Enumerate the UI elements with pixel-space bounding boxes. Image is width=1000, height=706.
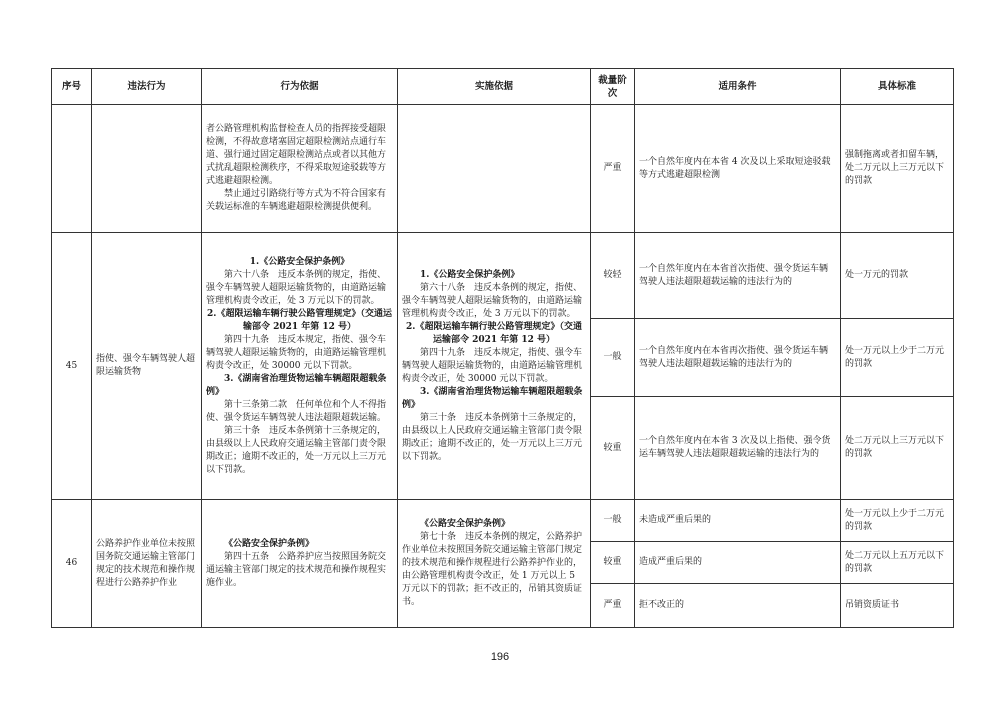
cell-std: 处一万元以上少于二万元的罚款 (841, 319, 954, 397)
law-title: 3.《湖南省治理货物运输车辆超限超载条例》 (402, 386, 583, 410)
cell-violation: 指使、强令车辆驾驶人超限运输货物 (92, 233, 202, 500)
cell-std: 处一万元以上少于二万元的罚款 (841, 500, 954, 542)
article-text: 第四十五条 公路养护应当按照国务院交通运输主管部门规定的技术规范和操作规程实施作业。 (206, 551, 387, 588)
article-text: 第四十九条 违反本规定，指使、强令车辆驾驶人超限运输货物的，由道路运输管理机构责令改正，处 30000 元以下罚款。 (206, 334, 387, 371)
header-std: 具体标准 (841, 69, 954, 105)
cell-violation: 公路养护作业单位未按照国务院交通运输主管部门规定的技术规范和操作规程进行公路养护作业 (92, 500, 202, 628)
cell-no (52, 105, 92, 233)
header-impl: 实施依据 (398, 69, 591, 105)
article-text: 第十三条第二款 任何单位和个人不得指使、强令货运车辆驾驶人违法超限超载运输。 (206, 399, 387, 423)
law-title: 2.《超限运输车辆行驶公路管理规定》（交通运输部令 2021 年第 12 号） (406, 321, 582, 345)
article-text: 第七十条 违反本条例的规定，公路养护作业单位未按照国务院交通运输主管部门规定的技术规范和操作规程进行公路养护作业的，由公路管理机构责令改正，处 1 万元以上 5 万元以下的罚款；拒不改正的，吊销其资质证书。 (402, 532, 583, 607)
law-title: 《公路安全保护条例》 (224, 538, 315, 549)
cell-violation (92, 105, 202, 233)
cell-level: 一般 (591, 500, 635, 542)
header-no: 序号 (52, 69, 92, 105)
table-row-45 (52, 233, 954, 319)
cell-cond: 一个自然年度内在本省首次指使、强令货运车辆驾驶人违法超限超载运输的违法行为的 (635, 233, 841, 319)
cell-basis (202, 105, 398, 233)
header-basis: 行为依据 (202, 69, 398, 105)
cell-basis (202, 500, 398, 628)
cell-std: 吊销资质证书 (841, 584, 954, 628)
cell-std: 处一万元的罚款 (841, 233, 954, 319)
cell-level: 较轻 (591, 233, 635, 319)
article-text: 第三十条 违反本条例第十三条规定的，由县级以上人民政府交通运输主管部门责令限期改正；逾期不改正的，处一万元以上三万元以下罚款。 (206, 425, 387, 475)
cell-impl (398, 500, 591, 628)
header-cond: 适用条件 (635, 69, 841, 105)
header-row (52, 69, 954, 105)
cell-cond: 一个自然年度内在本省再次指使、强令货运车辆驾驶人违法超限超载运输的违法行为的 (635, 319, 841, 397)
cell-std: 处二万元以上三万元以下的罚款 (841, 397, 954, 500)
article-text: 第六十八条 违反本条例的规定，指使、强令车辆驾驶人超限运输货物的，由道路运输管理机构责令改正，处 3 万元以下的罚款。 (402, 282, 583, 319)
cell-level: 严重 (591, 584, 635, 628)
cell-impl (398, 233, 591, 500)
table-row-46 (52, 500, 954, 542)
basis-paragraph: 者公路管理机构监督检查人员的指挥接受超限检测，不得故意堵塞固定超限检测站点通行车道、强行通过固定超限检测站点或者以其他方式扰乱超限检测秩序，不得采取短途驳载等方式逃避超限检测。 (206, 124, 387, 186)
cell-cond: 拒不改正的 (635, 584, 841, 628)
law-title: 2.《超限运输车辆行驶公路管理规定》（交通运输部令 2021 年第 12 号） (207, 308, 392, 332)
penalty-table (51, 68, 954, 628)
article-text: 第六十八条 违反本条例的规定，指使、强令车辆驾驶人超限运输货物的，由道路运输管理机构责令改正，处 3 万元以下的罚款。 (206, 269, 387, 306)
article-text: 第三十条 违反本条例第十三条规定的，由县级以上人民政府交通运输主管部门责令限期改正；逾期不改正的，处一万元以上三万元以下罚款。 (402, 412, 583, 462)
cell-basis (202, 233, 398, 500)
article-text: 第四十九条 违反本规定，指使、强令车辆驾驶人超限运输货物的，由道路运输管理机构责令改正，处 30000 元以下罚款。 (402, 347, 583, 384)
cell-std: 处二万元以上五万元以下的罚款 (841, 542, 954, 584)
law-title: 1.《公路安全保护条例》 (420, 269, 520, 280)
law-title: 1.《公路安全保护条例》 (249, 256, 350, 267)
cell-no: 46 (52, 500, 92, 628)
cell-level: 较重 (591, 397, 635, 500)
cell-level: 严重 (591, 105, 635, 233)
cell-no: 45 (52, 233, 92, 500)
table-row-continued (52, 105, 954, 233)
cell-level: 一般 (591, 319, 635, 397)
law-title: 3.《湖南省治理货物运输车辆超限超载条例》 (206, 373, 387, 397)
cell-level: 较重 (591, 542, 635, 584)
cell-cond: 造成严重后果的 (635, 542, 841, 584)
header-violation: 违法行为 (92, 69, 202, 105)
page-number: 196 (490, 651, 510, 663)
cell-cond: 一个自然年度内在本省 3 次及以上指使、强令货运车辆驾驶人违法超限超载运输的违法行为的 (635, 397, 841, 500)
cell-cond: 未造成严重后果的 (635, 500, 841, 542)
cell-std: 强制拖离或者扣留车辆，处二万元以上三万元以下的罚款 (841, 105, 954, 233)
cell-impl (398, 105, 591, 233)
header-level: 裁量阶次 (591, 69, 635, 105)
cell-cond: 一个自然年度内在本省 4 次及以上采取短途驳载等方式逃避超限检测 (635, 105, 841, 233)
basis-paragraph: 禁止通过引路绕行等方式为不符合国家有关载运标准的车辆逃避超限检测提供便利。 (206, 189, 387, 212)
law-title: 《公路安全保护条例》 (420, 519, 511, 529)
